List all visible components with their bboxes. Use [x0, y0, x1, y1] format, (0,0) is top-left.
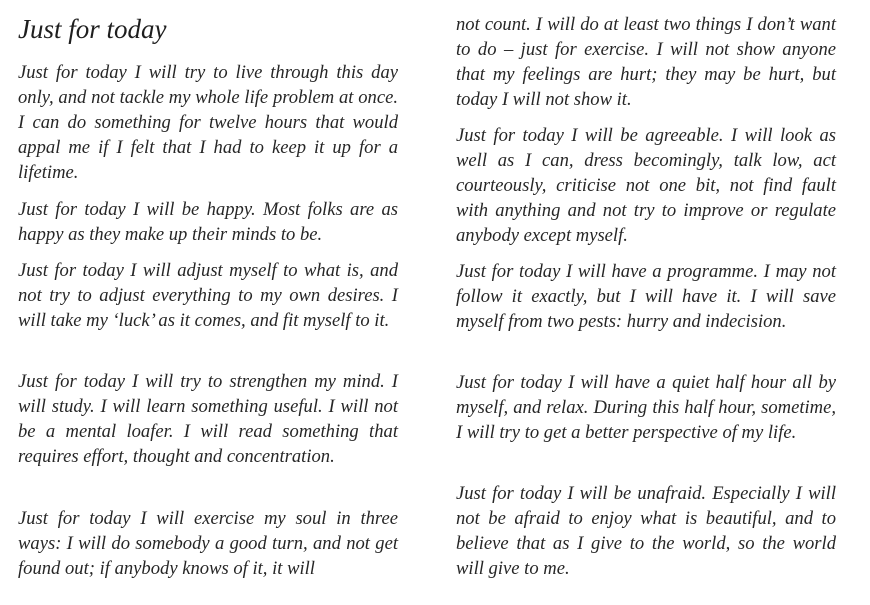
- paragraph-exercise-continued: not count. I will do at least two things I don’t want to do – just for exercise. I will not show anyone that my feelings are hurt; they may be hurt, but today I will not show it.: [456, 14, 836, 110]
- paragraph-adjust-myself: Just for today I will adjust myself to what is, and not try to adjust everything to my own desires. I will take my ‘luck’ as it comes, and fit myself to it.: [18, 260, 398, 331]
- paragraph-be-agreeable: Just for today I will be agreeable. I will look as well as I can, dress becomingly, talk low, act courteously, criticise not one bit, not find fault with anything and not try to improve or regulate anybody except myself.: [456, 125, 836, 246]
- paragraph-quiet-half-hour: Just for today I will have a quiet half hour all by myself, and relax. During this half hour, sometime, I will try to get a better perspective of my life.: [456, 372, 836, 443]
- paragraph-have-programme: Just for today I will have a programme. I may not follow it exactly, but I will have it. I will save myself from two pests: hurry and indecision.: [456, 261, 836, 332]
- page-title: Just for today: [18, 14, 167, 44]
- paragraph-strengthen-mind: Just for today I will try to strengthen my mind. I will study. I will learn something useful. I will not be a mental loafer. I will read something that requires effort, thought and concentration.: [18, 371, 398, 467]
- paragraph-be-unafraid: Just for today I will be unafraid. Especially I will not be afraid to enjoy what is beautiful, and to believe that as I give to the world, so the world will give to me.: [456, 483, 836, 579]
- paragraph-be-happy: Just for today I will be happy. Most folks are as happy as they make up their minds to be.: [18, 199, 398, 245]
- paragraph-live-through-day: Just for today I will try to live through this day only, and not tackle my whole life problem at once. I can do something for twelve hours that would appal me if I felt that I had to keep it up for a lifetime.: [18, 62, 398, 183]
- paragraph-exercise-soul: Just for today I will exercise my soul in three ways: I will do somebody a good turn, and not get found out; if anybody knows of it, it will: [18, 508, 398, 579]
